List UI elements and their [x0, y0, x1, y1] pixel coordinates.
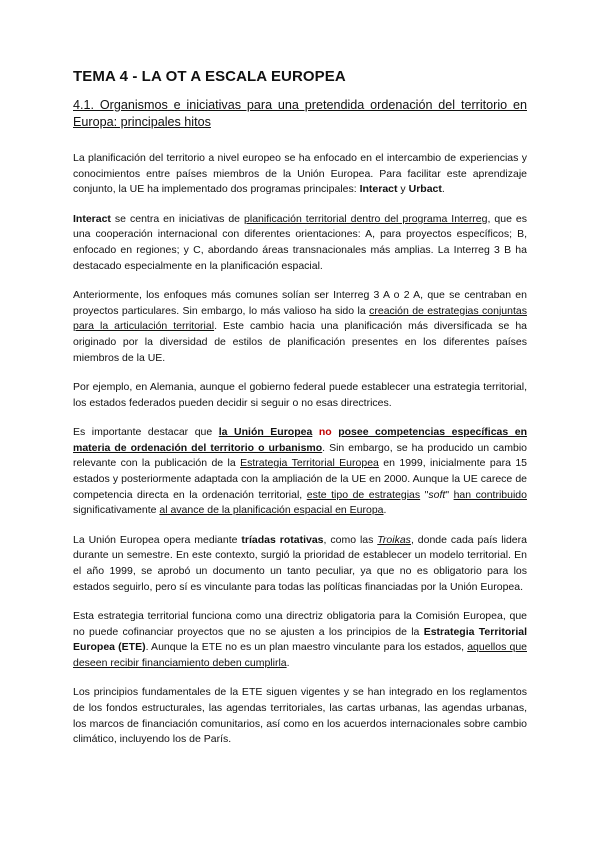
document-page	[73, 68, 527, 762]
italic-word: soft	[428, 488, 446, 501]
highlight-no: no	[312, 425, 339, 438]
paragraph-ete-principles: Los principios fundamentales de la ETE siguen vigentes y se han integrado en los reglamentos de los fondos estructurales, las agendas territoriales, las cartas urbanas, las agendas urbanas, los marcos de financiación comunitarios, así como en los acuerdos internacionales sobre cambio climático, incluyendo los de París.	[73, 686, 527, 746]
underlined-phrase: Estrategia Territorial Europea	[240, 457, 379, 470]
italic-underlined-word: Troikas	[377, 533, 411, 546]
bold-phrase: tríadas rotativas	[241, 533, 324, 546]
bold-phrase: Estrategia Territorial Europea (ETE)	[73, 625, 527, 654]
paragraph-ete-directive: Esta estrategia territorial funciona como una directriz obligatoria para la Comisión Europea, que no puede cofinanciar proyectos que no se ajusten a los principios de la Estrategia Territorial Europea (ETE). Aunque la ETE no es un plan maestro vinculante para los estados, aquellos que deseen recibir financiamiento deben cumplirla.	[73, 609, 527, 669]
underlined-phrase: este tipo de estrategias	[306, 488, 421, 501]
term-interact: Interact	[73, 212, 111, 225]
underlined-phrase: al avance de la planificación espacial en Europa	[159, 504, 384, 517]
underlined-phrase: planificación territorial dentro del programa Interreg	[244, 212, 488, 225]
paragraph-interreg-history: Anteriormente, los enfoques más comunes solían ser Interreg 3 A o 2 A, que se centraban en proyectos particulares. Sin embargo, lo más valioso ha sido la creación de estrategias conjuntas para la articulación territorial. Este cambio hacia una planificación más diversificada se ha originado por la diversidad de estilos de planificación presentes en los diferentes países miembros de la UE.	[73, 288, 527, 364]
paragraph-eu-competences: Es importante destacar que la Unión Europea no posee competencias específicas en materia de ordenación del territorio o urbanismo. Sin embargo, se ha producido un cambio relevante con la publicación de la Estrategia Territorial Europea en 1999, inicialmente para 15 estados y posteriormente adaptada con la ampliación de la UE en 2000. Aunque la UE carece de competencia directa en la ordenación territorial, este tipo de estrategias "soft" han contribuido significativamente al avance de la planificación espacial en Europa.	[73, 425, 528, 517]
paragraph-rotating-triads: La Unión Europea opera mediante tríadas rotativas, como las Troikas, donde cada país lidera durante un semestre. En este contexto, surgió la prioridad de establecer un modelo territorial. En el año 1999, se aprobó un documento un tanto peculiar, ya que no es obligatorio para los estados seguirlo, pero sí es vinculante para todas las políticas financiadas por la Unión Europea.	[73, 533, 527, 593]
term-urbact: Urbact	[408, 183, 442, 196]
bold-underlined-phrase: la Unión Europea	[218, 425, 313, 438]
section-heading: 4.1. Organismos e iniciativas para una pretendida ordenación del territorio en Europa: principales hitos	[73, 98, 527, 129]
underlined-phrase: creación de estrategias conjuntas para la articulación territorial	[73, 304, 527, 333]
bold-underlined-phrase: posee competencias específicas en materia de ordenación del territorio o urbanismo	[73, 425, 528, 454]
paragraph-germany-example: Por ejemplo, en Alemania, aunque el gobierno federal puede establecer una estrategia territorial, los estados federados pueden decidir si seguir o no esas directrices.	[73, 380, 527, 409]
paragraph-interact: Interact se centra en iniciativas de planificación territorial dentro del programa Interreg, que es una cooperación internacional con diferentes orientaciones: A, para proyectos específicos; B, enfocado en regiones; y C, abordando áreas transnacionales más amplias. La Interreg 3 B ha destacado especialmente en la planificación espacial.	[73, 212, 527, 272]
underlined-phrase: aquellos que deseen recibir financiamiento deben cumplirla	[73, 641, 527, 669]
paragraph-intro: La planificación del territorio a nivel europeo se ha enfocado en el intercambio de experiencias y conocimientos entre países miembros de la Unión Europea. Para facilitar este aprendizaje conjunto, la UE ha implementado dos programas principales: Interact y Urbact.	[73, 152, 527, 196]
page-title: TEMA 4 - LA OT A ESCALA EUROPEA	[73, 68, 346, 85]
term-interact: Interact	[359, 183, 398, 196]
underlined-phrase: han contribuido	[453, 488, 527, 501]
